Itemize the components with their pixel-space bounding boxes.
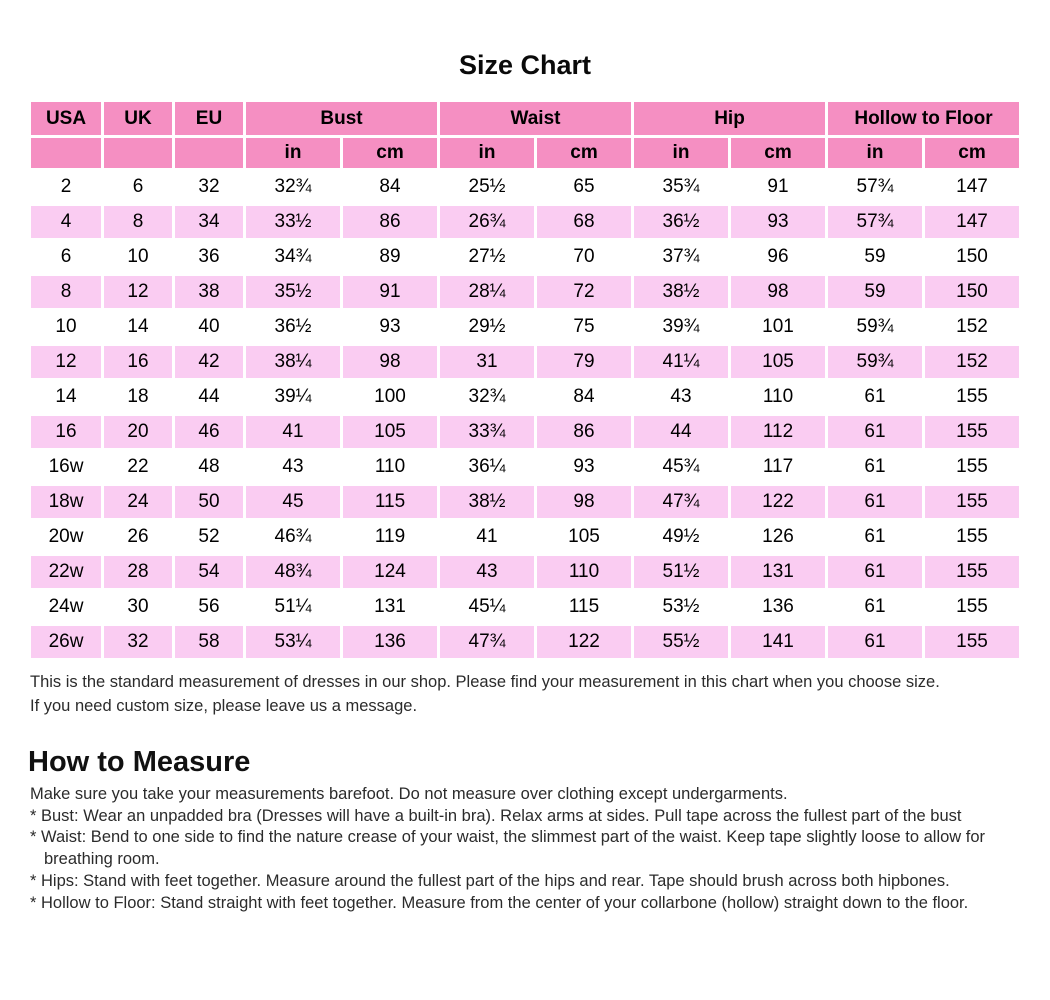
size-cell: 54 xyxy=(175,556,243,588)
size-cell: 28 xyxy=(104,556,172,588)
size-row xyxy=(31,171,1019,203)
size-cell: 43 xyxy=(440,556,534,588)
size-cell: 35½ xyxy=(246,276,340,308)
size-cell: 93 xyxy=(343,311,437,343)
size-cell: 131 xyxy=(731,556,825,588)
group-header-cell: Bust xyxy=(246,102,437,135)
size-cell: 46 xyxy=(175,416,243,448)
group-header-cell: Hip xyxy=(634,102,825,135)
how-to-measure-heading: How to Measure xyxy=(28,745,251,778)
size-cell: 25½ xyxy=(440,171,534,203)
size-cell: 48 xyxy=(175,451,243,483)
size-cell: 16 xyxy=(31,416,101,448)
size-cell: 96 xyxy=(731,241,825,273)
size-cell: 61 xyxy=(828,591,922,623)
size-cell: 43 xyxy=(634,381,728,413)
measure-instructions xyxy=(30,784,1015,915)
size-cell: 38½ xyxy=(440,486,534,518)
size-cell: 20w xyxy=(31,521,101,553)
size-row xyxy=(31,311,1019,343)
size-cell: 22w xyxy=(31,556,101,588)
size-row xyxy=(31,486,1019,518)
size-cell: 18 xyxy=(104,381,172,413)
measure-step: * Bust: Wear an unpadded bra (Dresses will have a built-in bra). Relax arms at sides. Pull tape across the fullest part of the bust xyxy=(30,806,962,825)
size-cell: 31 xyxy=(440,346,534,378)
size-row xyxy=(31,626,1019,658)
size-cell: 105 xyxy=(731,346,825,378)
group-header-cell: EU xyxy=(175,102,243,135)
size-cell: 112 xyxy=(731,416,825,448)
size-cell: 110 xyxy=(731,381,825,413)
size-cell: 36½ xyxy=(634,206,728,238)
size-cell: 61 xyxy=(828,521,922,553)
size-cell: 32¾ xyxy=(440,381,534,413)
size-cell: 61 xyxy=(828,381,922,413)
size-cell: 110 xyxy=(537,556,631,588)
size-cell: 52 xyxy=(175,521,243,553)
group-header-cell: USA xyxy=(31,102,101,135)
size-cell: 70 xyxy=(537,241,631,273)
size-cell: 59¾ xyxy=(828,311,922,343)
size-cell: 57¾ xyxy=(828,206,922,238)
size-cell: 131 xyxy=(343,591,437,623)
size-row xyxy=(31,346,1019,378)
size-cell: 49½ xyxy=(634,521,728,553)
size-cell: 41¼ xyxy=(634,346,728,378)
size-cell: 152 xyxy=(925,346,1019,378)
size-cell: 101 xyxy=(731,311,825,343)
size-row xyxy=(31,206,1019,238)
size-cell: 84 xyxy=(537,381,631,413)
size-cell: 155 xyxy=(925,556,1019,588)
size-cell: 105 xyxy=(343,416,437,448)
size-cell: 86 xyxy=(343,206,437,238)
size-cell: 105 xyxy=(537,521,631,553)
size-cell: 136 xyxy=(343,626,437,658)
size-cell: 119 xyxy=(343,521,437,553)
size-cell: 150 xyxy=(925,241,1019,273)
size-row xyxy=(31,556,1019,588)
size-cell: 59 xyxy=(828,276,922,308)
size-cell: 53¼ xyxy=(246,626,340,658)
size-cell: 98 xyxy=(343,346,437,378)
size-cell: 34¾ xyxy=(246,241,340,273)
size-cell: 36½ xyxy=(246,311,340,343)
size-cell: 10 xyxy=(31,311,101,343)
size-cell: 100 xyxy=(343,381,437,413)
unit-header-cell: in xyxy=(246,138,340,168)
size-cell: 16 xyxy=(104,346,172,378)
size-cell: 89 xyxy=(343,241,437,273)
size-cell: 44 xyxy=(175,381,243,413)
size-cell: 16w xyxy=(31,451,101,483)
size-cell: 44 xyxy=(634,416,728,448)
size-chart-body xyxy=(31,171,1019,658)
unit-header-cell: cm xyxy=(537,138,631,168)
unit-header-cell xyxy=(175,138,243,168)
size-cell: 152 xyxy=(925,311,1019,343)
size-cell: 136 xyxy=(731,591,825,623)
size-cell: 57¾ xyxy=(828,171,922,203)
size-cell: 32 xyxy=(104,626,172,658)
unit-header-cell xyxy=(31,138,101,168)
size-cell: 42 xyxy=(175,346,243,378)
size-cell: 26¾ xyxy=(440,206,534,238)
size-cell: 98 xyxy=(537,486,631,518)
size-cell: 65 xyxy=(537,171,631,203)
size-cell: 28¼ xyxy=(440,276,534,308)
size-cell: 6 xyxy=(104,171,172,203)
unit-header-cell: in xyxy=(440,138,534,168)
size-cell: 32 xyxy=(175,171,243,203)
size-cell: 56 xyxy=(175,591,243,623)
size-cell: 4 xyxy=(31,206,101,238)
size-cell: 8 xyxy=(104,206,172,238)
size-cell: 36 xyxy=(175,241,243,273)
size-cell: 84 xyxy=(343,171,437,203)
size-cell: 79 xyxy=(537,346,631,378)
size-cell: 124 xyxy=(343,556,437,588)
size-cell: 50 xyxy=(175,486,243,518)
size-cell: 34 xyxy=(175,206,243,238)
size-cell: 46¾ xyxy=(246,521,340,553)
size-row xyxy=(31,381,1019,413)
size-cell: 8 xyxy=(31,276,101,308)
size-cell: 45¼ xyxy=(440,591,534,623)
size-cell: 53½ xyxy=(634,591,728,623)
unit-header-cell: cm xyxy=(731,138,825,168)
size-row xyxy=(31,416,1019,448)
size-cell: 32¾ xyxy=(246,171,340,203)
size-cell: 155 xyxy=(925,591,1019,623)
size-cell: 41 xyxy=(440,521,534,553)
size-cell: 38¼ xyxy=(246,346,340,378)
size-cell: 110 xyxy=(343,451,437,483)
measure-step: * Hollow to Floor: Stand straight with feet together. Measure from the center of your collarbone (hollow) straight down to the floor. xyxy=(30,893,969,912)
size-cell: 55½ xyxy=(634,626,728,658)
size-cell: 115 xyxy=(537,591,631,623)
size-cell: 12 xyxy=(104,276,172,308)
size-cell: 26 xyxy=(104,521,172,553)
size-cell: 39¾ xyxy=(634,311,728,343)
size-cell: 29½ xyxy=(440,311,534,343)
size-cell: 86 xyxy=(537,416,631,448)
size-cell: 24w xyxy=(31,591,101,623)
size-cell: 75 xyxy=(537,311,631,343)
size-cell: 14 xyxy=(104,311,172,343)
size-cell: 93 xyxy=(731,206,825,238)
size-cell: 155 xyxy=(925,451,1019,483)
size-cell: 35¾ xyxy=(634,171,728,203)
size-cell: 68 xyxy=(537,206,631,238)
unit-header-cell: cm xyxy=(343,138,437,168)
size-cell: 45¾ xyxy=(634,451,728,483)
size-cell: 33½ xyxy=(246,206,340,238)
size-cell: 147 xyxy=(925,171,1019,203)
size-cell: 150 xyxy=(925,276,1019,308)
size-cell: 14 xyxy=(31,381,101,413)
unit-header-cell xyxy=(104,138,172,168)
size-cell: 51½ xyxy=(634,556,728,588)
size-cell: 30 xyxy=(104,591,172,623)
size-row xyxy=(31,591,1019,623)
size-cell: 126 xyxy=(731,521,825,553)
size-row xyxy=(31,451,1019,483)
size-cell: 117 xyxy=(731,451,825,483)
unit-header-cell: in xyxy=(828,138,922,168)
size-cell: 2 xyxy=(31,171,101,203)
size-cell: 72 xyxy=(537,276,631,308)
size-cell: 37¾ xyxy=(634,241,728,273)
size-cell: 61 xyxy=(828,486,922,518)
note-line: If you need custom size, please leave us a message. xyxy=(30,696,418,715)
size-cell: 38 xyxy=(175,276,243,308)
size-row xyxy=(31,276,1019,308)
measure-intro: Make sure you take your measurements barefoot. Do not measure over clothing except undergarments. xyxy=(30,784,788,803)
size-cell: 155 xyxy=(925,486,1019,518)
size-cell: 20 xyxy=(104,416,172,448)
size-cell: 18w xyxy=(31,486,101,518)
size-cell: 91 xyxy=(731,171,825,203)
group-header-cell: UK xyxy=(104,102,172,135)
size-cell: 10 xyxy=(104,241,172,273)
measure-step: * Waist: Bend to one side to find the nature crease of your waist, the slimmest part of the waist. Keep tape slightly loose to allow for breathing room. xyxy=(30,828,986,869)
size-cell: 98 xyxy=(731,276,825,308)
unit-header-cell: cm xyxy=(925,138,1019,168)
size-cell: 155 xyxy=(925,626,1019,658)
size-cell: 24 xyxy=(104,486,172,518)
size-cell: 47¾ xyxy=(440,626,534,658)
size-cell: 155 xyxy=(925,381,1019,413)
size-cell: 47¾ xyxy=(634,486,728,518)
size-chart-header xyxy=(31,102,1019,168)
size-cell: 91 xyxy=(343,276,437,308)
size-cell: 122 xyxy=(537,626,631,658)
size-cell: 61 xyxy=(828,451,922,483)
size-cell: 61 xyxy=(828,556,922,588)
size-cell: 115 xyxy=(343,486,437,518)
size-row xyxy=(31,241,1019,273)
size-cell: 26w xyxy=(31,626,101,658)
size-cell: 33¾ xyxy=(440,416,534,448)
size-cell: 61 xyxy=(828,416,922,448)
size-cell: 141 xyxy=(731,626,825,658)
size-cell: 39¼ xyxy=(246,381,340,413)
size-cell: 147 xyxy=(925,206,1019,238)
size-cell: 27½ xyxy=(440,241,534,273)
size-chart-title: Size Chart xyxy=(458,50,592,80)
note-line: This is the standard measurement of dresses in our shop. Please find your measurement in this chart when you choose size. xyxy=(30,673,940,691)
size-cell: 38½ xyxy=(634,276,728,308)
size-cell: 59 xyxy=(828,241,922,273)
size-cell: 41 xyxy=(246,416,340,448)
size-cell: 155 xyxy=(925,521,1019,553)
size-cell: 6 xyxy=(31,241,101,273)
size-cell: 51¼ xyxy=(246,591,340,623)
group-header-cell: Hollow to Floor xyxy=(828,102,1019,135)
size-cell: 36¼ xyxy=(440,451,534,483)
size-cell: 40 xyxy=(175,311,243,343)
size-row xyxy=(31,521,1019,553)
size-cell: 22 xyxy=(104,451,172,483)
standard-measurement-note xyxy=(30,671,1020,719)
size-chart-table xyxy=(28,99,1022,661)
size-cell: 12 xyxy=(31,346,101,378)
size-cell: 93 xyxy=(537,451,631,483)
unit-header-cell: in xyxy=(634,138,728,168)
size-cell: 122 xyxy=(731,486,825,518)
measure-step: * Hips: Stand with feet together. Measure around the fullest part of the hips and rear. Tape should brush across both hipbones. xyxy=(30,871,950,890)
size-cell: 61 xyxy=(828,626,922,658)
size-cell: 59¾ xyxy=(828,346,922,378)
size-cell: 58 xyxy=(175,626,243,658)
size-cell: 45 xyxy=(246,486,340,518)
size-cell: 155 xyxy=(925,416,1019,448)
size-cell: 48¾ xyxy=(246,556,340,588)
group-header-cell: Waist xyxy=(440,102,631,135)
size-cell: 43 xyxy=(246,451,340,483)
